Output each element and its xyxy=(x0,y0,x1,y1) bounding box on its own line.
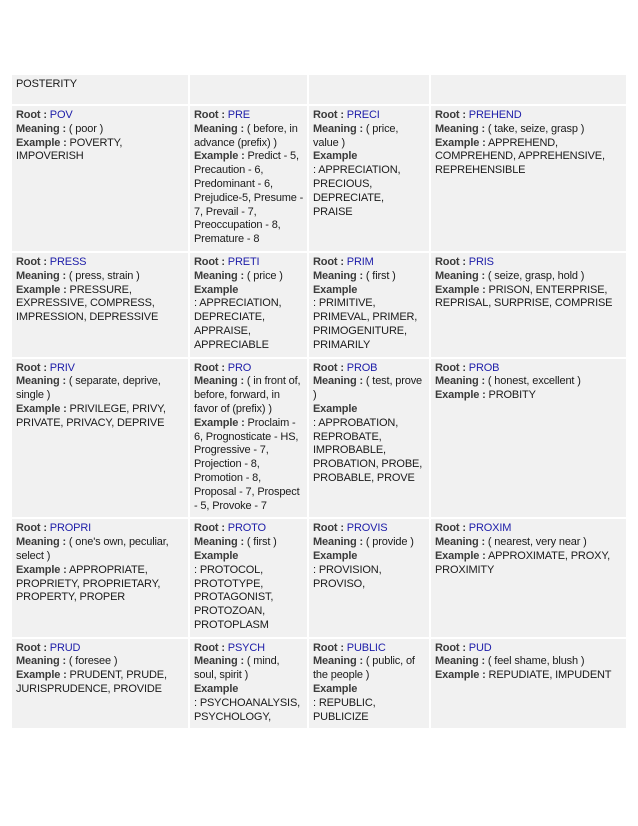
root-value: PROTO xyxy=(227,522,266,535)
meaning-value: ( in front of, before, forward, in favor of (prefix) ) xyxy=(194,375,301,415)
example-value: PROTOCOL, PROTOTYPE, PROTAGONIST, PROTOZOAN, PROTOPLASM xyxy=(194,563,274,631)
meaning-label: Meaning : xyxy=(313,122,363,135)
example-value: PRIVILEGE, PRIVY, PRIVATE, PRIVACY, DEPRIVE xyxy=(16,402,166,429)
meaning-label: Meaning : xyxy=(16,536,66,549)
table-row xyxy=(11,74,627,105)
example-value: Predict - 5, Precaution - 6, Predominant - 6, Prejudice-5, Presume - 7, Prevail - 7, Preoccupation - 8, Premature - 8 xyxy=(194,150,304,246)
meaning-label: Meaning : xyxy=(16,269,66,282)
meaning-label: Meaning : xyxy=(435,536,485,549)
root-value: PROVIS xyxy=(346,522,388,535)
meaning-value: ( provide ) xyxy=(365,536,414,549)
example-label: Example : xyxy=(435,136,486,149)
empty-cell xyxy=(308,74,430,105)
root-cell xyxy=(11,638,189,730)
example-value: PRESSURE, EXPRESSIVE, COMPRESS, IMPRESSION, DEPRESSIVE xyxy=(16,283,159,324)
meaning-value: ( mind, soul, spirit ) xyxy=(194,655,280,682)
root-cell xyxy=(430,105,627,252)
meaning-value: ( take, seize, grasp ) xyxy=(487,122,585,135)
meaning-label: Meaning : xyxy=(16,655,66,668)
example-value: POVERTY, IMPOVERISH xyxy=(16,136,123,163)
example-label: Example : xyxy=(435,389,486,402)
root-label: Root : xyxy=(16,522,47,535)
root-cell: Root : PUBLIC Meaning : ( public, of the people ) Example : REPUBLIC, PUBLICIZE xyxy=(308,638,430,730)
example-label: Example xyxy=(194,683,239,696)
meaning-label: Meaning : xyxy=(435,375,485,388)
meaning-label: Meaning : xyxy=(313,655,363,668)
meaning-value: ( price ) xyxy=(246,269,283,282)
root-cell: Root : PRETI Meaning : ( price ) Example : APPRECIATION, DEPRECIATE, APPRAISE, APPRECIABLE xyxy=(189,252,308,358)
root-label: Root : xyxy=(435,641,466,654)
example-label: Example : xyxy=(194,416,245,429)
meaning-value: ( feel shame, blush ) xyxy=(487,655,585,668)
meaning-value: ( nearest, very near ) xyxy=(487,536,587,549)
meaning-label: Meaning : xyxy=(313,536,363,549)
root-cell xyxy=(430,252,627,358)
meaning-value: ( before, in advance (prefix) ) xyxy=(194,122,298,149)
root-label: Root : xyxy=(194,361,225,374)
example-value: PROVISION, PROVISO, xyxy=(313,563,382,590)
root-label: Root : xyxy=(16,361,47,374)
meaning-value: ( seize, grasp, hold ) xyxy=(487,269,585,282)
root-value: PRIM xyxy=(346,255,374,268)
root-label: Root : xyxy=(16,255,47,268)
meaning-value: ( one's own, peculiar, select ) xyxy=(16,536,169,562)
meaning-label: Meaning : xyxy=(194,269,244,282)
root-cell xyxy=(430,638,627,730)
meaning-label: Meaning : xyxy=(194,375,244,388)
root-value: PRE xyxy=(227,109,250,121)
table-row xyxy=(11,105,627,252)
root-label: Root : xyxy=(16,109,47,121)
example-label: Example : xyxy=(16,136,67,149)
root-value: PRO xyxy=(227,361,252,374)
example-value: Proclaim - 6, Prognosticate - HS, Progressive - 7, Projection - 8, Promotion - 8, Proposal - 7, Prospect - 5, Provoke - 7 xyxy=(194,416,300,512)
root-label: Root : xyxy=(435,522,466,535)
root-label: Root : xyxy=(435,109,466,121)
example-label: Example xyxy=(194,283,239,296)
table-row xyxy=(11,358,627,519)
root-value: PROB xyxy=(346,361,378,374)
root-cell xyxy=(189,358,308,519)
example-label: Example xyxy=(313,402,358,415)
root-label: Root : xyxy=(16,641,47,654)
root-value: PROPRI xyxy=(49,522,92,535)
root-cell xyxy=(189,105,308,252)
meaning-value: ( public, of the people ) xyxy=(313,655,415,682)
root-cell xyxy=(11,252,189,358)
root-value: PROB xyxy=(468,361,500,374)
root-label: Root : xyxy=(313,255,344,268)
root-value: PRIV xyxy=(49,361,75,374)
root-value: POV xyxy=(49,109,73,121)
example-value: APPROXIMATE, PROXY, PROXIMITY xyxy=(435,549,610,576)
example-label: Example xyxy=(313,150,358,163)
example-label: Example : xyxy=(16,402,67,415)
root-label: Root : xyxy=(313,109,344,121)
root-label: Root : xyxy=(313,361,344,374)
meaning-label: Meaning : xyxy=(435,122,485,135)
example-value: REPUBLIC, PUBLICIZE xyxy=(313,696,376,723)
example-label: Example : xyxy=(435,549,486,562)
root-cell: Root : PROTO Meaning : ( first ) Example : PROTOCOL, PROTOTYPE, PROTAGONIST, PROTOZOAN, PROTOPLASM xyxy=(189,518,308,637)
example-value: PROBITY xyxy=(488,389,536,402)
table-row xyxy=(11,638,627,730)
root-label: Root : xyxy=(435,255,466,268)
example-value: PRIMITIVE, PRIMEVAL, PRIMER, PRIMOGENITURE, PRIMARILY xyxy=(313,297,418,351)
root-value: PSYCH xyxy=(227,641,265,654)
example-value: PRUDENT, PRUDE, JURISPRUDENCE, PROVIDE xyxy=(16,669,167,696)
root-cell xyxy=(11,518,189,637)
example-value: APPRECIATION, PRECIOUS, DEPRECIATE, PRAISE xyxy=(313,164,401,218)
meaning-value: ( press, strain ) xyxy=(68,269,140,282)
meaning-value: ( foresee ) xyxy=(68,655,118,668)
root-cell xyxy=(11,358,189,519)
table-row xyxy=(11,252,627,358)
empty-cell xyxy=(189,74,308,105)
meaning-label: Meaning : xyxy=(194,122,244,135)
root-value: PRIS xyxy=(468,255,494,268)
root-value: PRETI xyxy=(227,255,260,268)
root-label: Root : xyxy=(194,522,225,535)
example-label: Example : xyxy=(435,669,486,682)
example-label: Example : xyxy=(16,669,67,682)
root-value: PRECI xyxy=(346,109,380,121)
root-value: PUD xyxy=(468,641,492,654)
meaning-value: ( test, prove ) xyxy=(313,375,423,402)
example-label: Example : xyxy=(16,563,67,576)
meaning-label: Meaning : xyxy=(16,375,66,388)
root-label: Root : xyxy=(194,641,225,654)
empty-cell xyxy=(430,74,627,105)
root-cell: Root : PRECI Meaning : ( price, value ) Example : APPRECIATION, PRECIOUS, DEPRECIATE, PRAISE xyxy=(308,105,430,252)
example-value: PSYCHOANALYSIS, PSYCHOLOGY, xyxy=(194,696,301,723)
meaning-label: Meaning : xyxy=(194,655,244,668)
root-value: PUBLIC xyxy=(346,641,386,654)
meaning-label: Meaning : xyxy=(194,536,244,549)
example-value: PRISON, ENTERPRISE, REPRISAL, SURPRISE, COMPRISE xyxy=(435,283,613,310)
root-label: Root : xyxy=(313,641,344,654)
example-label: Example : xyxy=(16,283,67,296)
header-cell: POSTERITY xyxy=(11,74,189,105)
root-cell: Root : PRIM Meaning : ( first ) Example : PRIMITIVE, PRIMEVAL, PRIMER, PRIMOGENITURE, PRIMARILY xyxy=(308,252,430,358)
example-label: Example : xyxy=(435,283,486,296)
meaning-label: Meaning : xyxy=(313,269,363,282)
root-label: Root : xyxy=(313,522,344,535)
meaning-value: ( honest, excellent ) xyxy=(487,375,581,388)
example-label: Example : xyxy=(194,150,245,163)
root-value: PREHEND xyxy=(468,109,522,121)
meaning-label: Meaning : xyxy=(16,122,66,135)
word-roots-table xyxy=(10,73,628,730)
root-cell xyxy=(430,518,627,637)
table-row xyxy=(11,518,627,637)
root-value: PRESS xyxy=(49,255,87,268)
root-value: PRUD xyxy=(49,641,81,654)
meaning-value: ( first ) xyxy=(365,269,396,282)
meaning-label: Meaning : xyxy=(313,375,363,388)
example-value: APPROPRIATE, PROPRIETY, PROPRIETARY, PROPERTY, PROPER xyxy=(16,563,161,604)
example-label: Example xyxy=(313,283,358,296)
root-label: Root : xyxy=(194,109,225,121)
example-value: APPRECIATION, DEPRECIATE, APPRAISE, APPRECIABLE xyxy=(194,297,282,351)
meaning-value: ( first ) xyxy=(246,536,277,549)
example-label: Example xyxy=(194,549,239,562)
example-label: Example xyxy=(313,549,358,562)
root-cell xyxy=(11,105,189,252)
root-label: Root : xyxy=(194,255,225,268)
meaning-label: Meaning : xyxy=(435,269,485,282)
root-cell xyxy=(430,358,627,519)
example-label: Example xyxy=(313,683,358,696)
meaning-label: Meaning : xyxy=(435,655,485,668)
example-value: APPROBATION, REPROBATE, IMPROBABLE, PROBATION, PROBE, PROBABLE, PROVE xyxy=(313,416,423,484)
root-cell: Root : PROB Meaning : ( test, prove ) Example : APPROBATION, REPROBATE, IMPROBABLE, PROBATION, PROBE, PROBABLE, PROVE xyxy=(308,358,430,519)
meaning-value: ( separate, deprive, single ) xyxy=(16,375,161,402)
root-value: PROXIM xyxy=(468,522,512,535)
meaning-value: ( poor ) xyxy=(68,122,104,135)
root-cell: Root : PSYCH Meaning : ( mind, soul, spirit ) Example : PSYCHOANALYSIS, PSYCHOLOGY, xyxy=(189,638,308,730)
example-value: APPREHEND, COMPREHEND, APPREHENSIVE, REPREHENSIBLE xyxy=(435,136,605,177)
meaning-value: ( price, value ) xyxy=(313,122,399,149)
root-label: Root : xyxy=(435,361,466,374)
example-value: REPUDIATE, IMPUDENT xyxy=(488,669,612,682)
root-cell: Root : PROVIS Meaning : ( provide ) Example : PROVISION, PROVISO, xyxy=(308,518,430,637)
